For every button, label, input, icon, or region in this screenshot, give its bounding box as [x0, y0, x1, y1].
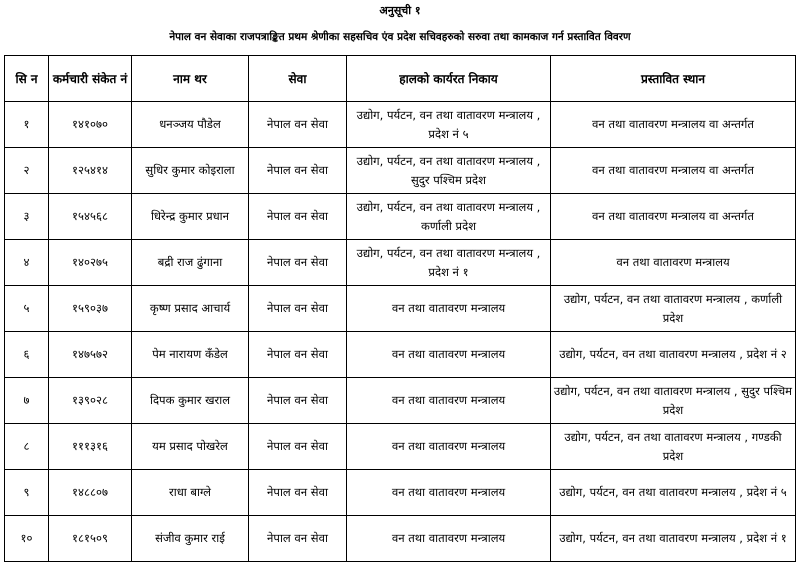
- employee-code-cell: १८१५०९: [49, 516, 132, 562]
- employee-code-cell: १५९०३७: [49, 286, 132, 332]
- current-office-cell: वन तथा वातावरण मन्त्रालय: [347, 378, 551, 424]
- header-proposed-place: प्रस्तावित स्थान: [551, 56, 796, 102]
- serial-cell: १: [5, 102, 49, 148]
- name-cell: धनञ्जय पौडेल: [132, 102, 249, 148]
- name-cell: राधा बाग्ले: [132, 470, 249, 516]
- serial-cell: ६: [5, 332, 49, 378]
- current-office-cell: उद्योग, पर्यटन, वन तथा वातावरण मन्त्रालय , प्रदेश नं ५: [347, 102, 551, 148]
- proposed-place-cell: उद्योग, पर्यटन, वन तथा वातावरण मन्त्रालय , प्रदेश नं १: [551, 516, 796, 562]
- service-cell: नेपाल वन सेवा: [249, 424, 347, 470]
- service-cell: नेपाल वन सेवा: [249, 194, 347, 240]
- table-row: [5, 194, 796, 240]
- employee-code-cell: १३९०२८: [49, 378, 132, 424]
- current-office-cell: वन तथा वातावरण मन्त्रालय: [347, 424, 551, 470]
- table-row: [5, 332, 796, 378]
- name-cell: यम प्रसाद पोखरेल: [132, 424, 249, 470]
- name-cell: संजीव कुमार राई: [132, 516, 249, 562]
- serial-cell: ९: [5, 470, 49, 516]
- current-office-cell: उद्योग, पर्यटन, वन तथा वातावरण मन्त्रालय , सुदुर पश्चिम प्रदेश: [347, 148, 551, 194]
- name-cell: सुधिर कुमार कोइराला: [132, 148, 249, 194]
- table-row: [5, 470, 796, 516]
- employee-code-cell: १२५४१४: [49, 148, 132, 194]
- name-cell: पेम नारायण कँडेल: [132, 332, 249, 378]
- employee-code-cell: १४७५७२: [49, 332, 132, 378]
- proposed-place-cell: वन तथा वातावरण मन्त्रालय: [551, 240, 796, 286]
- current-office-cell: वन तथा वातावरण मन्त्रालय: [347, 470, 551, 516]
- name-cell: धिरेन्द्र कुमार प्रधान: [132, 194, 249, 240]
- table-row: [5, 286, 796, 332]
- service-cell: नेपाल वन सेवा: [249, 516, 347, 562]
- service-cell: नेपाल वन सेवा: [249, 470, 347, 516]
- header-serial: सि न: [5, 56, 49, 102]
- current-office-cell: उद्योग, पर्यटन, वन तथा वातावरण मन्त्रालय , कर्णाली प्रदेश: [347, 194, 551, 240]
- document-heading: नेपाल वन सेवाका राजपत्राङ्कित प्रथम श्रेणीका सहसचिव एंव प्रदेश सचिवहरुको सरुवा तथा कामकाज गर्न प्रस्तावित विवरण: [169, 31, 631, 43]
- proposed-place-cell: वन तथा वातावरण मन्त्रालय वा अन्तर्गत: [551, 148, 796, 194]
- serial-cell: ८: [5, 424, 49, 470]
- proposed-place-cell: वन तथा वातावरण मन्त्रालय वा अन्तर्गत: [551, 102, 796, 148]
- table-row: [5, 102, 796, 148]
- header-name: नाम थर: [132, 56, 249, 102]
- serial-cell: १०: [5, 516, 49, 562]
- service-cell: नेपाल वन सेवा: [249, 378, 347, 424]
- employee-code-cell: १४८८०७: [49, 470, 132, 516]
- header-employee-code: कर्मचारी संकेत नं: [49, 56, 132, 102]
- serial-cell: ७: [5, 378, 49, 424]
- proposed-place-cell: उद्योग, पर्यटन, वन तथा वातावरण मन्त्रालय , सुदुर पश्चिम प्रदेश: [551, 378, 796, 424]
- service-cell: नेपाल वन सेवा: [249, 148, 347, 194]
- employee-code-cell: १११३१६: [49, 424, 132, 470]
- service-cell: नेपाल वन सेवा: [249, 240, 347, 286]
- table-row: [5, 378, 796, 424]
- table-row: [5, 516, 796, 562]
- employee-code-cell: १४०२७५: [49, 240, 132, 286]
- current-office-cell: उद्योग, पर्यटन, वन तथा वातावरण मन्त्रालय , प्रदेश नं १: [347, 240, 551, 286]
- table-header-row: [5, 56, 796, 102]
- serial-cell: ५: [5, 286, 49, 332]
- table-row: [5, 424, 796, 470]
- annex-title: अनुसूची १: [379, 4, 421, 17]
- header-current-office: हालको कार्यरत निकाय: [347, 56, 551, 102]
- serial-cell: ३: [5, 194, 49, 240]
- table-row: [5, 240, 796, 286]
- table-row: [5, 148, 796, 194]
- service-cell: नेपाल वन सेवा: [249, 286, 347, 332]
- proposed-place-cell: उद्योग, पर्यटन, वन तथा वातावरण मन्त्रालय , प्रदेश नं ५: [551, 470, 796, 516]
- serial-cell: ४: [5, 240, 49, 286]
- current-office-cell: वन तथा वातावरण मन्त्रालय: [347, 286, 551, 332]
- transfer-table: [4, 55, 796, 562]
- serial-cell: २: [5, 148, 49, 194]
- proposed-place-cell: उद्योग, पर्यटन, वन तथा वातावरण मन्त्रालय , कर्णाली प्रदेश: [551, 286, 796, 332]
- name-cell: दिपक कुमार खराल: [132, 378, 249, 424]
- header-service: सेवा: [249, 56, 347, 102]
- proposed-place-cell: उद्योग, पर्यटन, वन तथा वातावरण मन्त्रालय , गण्डकी प्रदेश: [551, 424, 796, 470]
- current-office-cell: वन तथा वातावरण मन्त्रालय: [347, 332, 551, 378]
- name-cell: बद्री राज ढुंगाना: [132, 240, 249, 286]
- service-cell: नेपाल वन सेवा: [249, 102, 347, 148]
- service-cell: नेपाल वन सेवा: [249, 332, 347, 378]
- proposed-place-cell: उद्योग, पर्यटन, वन तथा वातावरण मन्त्रालय , प्रदेश नं २: [551, 332, 796, 378]
- proposed-place-cell: वन तथा वातावरण मन्त्रालय वा अन्तर्गत: [551, 194, 796, 240]
- employee-code-cell: १५४५६८: [49, 194, 132, 240]
- current-office-cell: वन तथा वातावरण मन्त्रालय: [347, 516, 551, 562]
- name-cell: कृष्ण प्रसाद आचार्य: [132, 286, 249, 332]
- employee-code-cell: १४१०७०: [49, 102, 132, 148]
